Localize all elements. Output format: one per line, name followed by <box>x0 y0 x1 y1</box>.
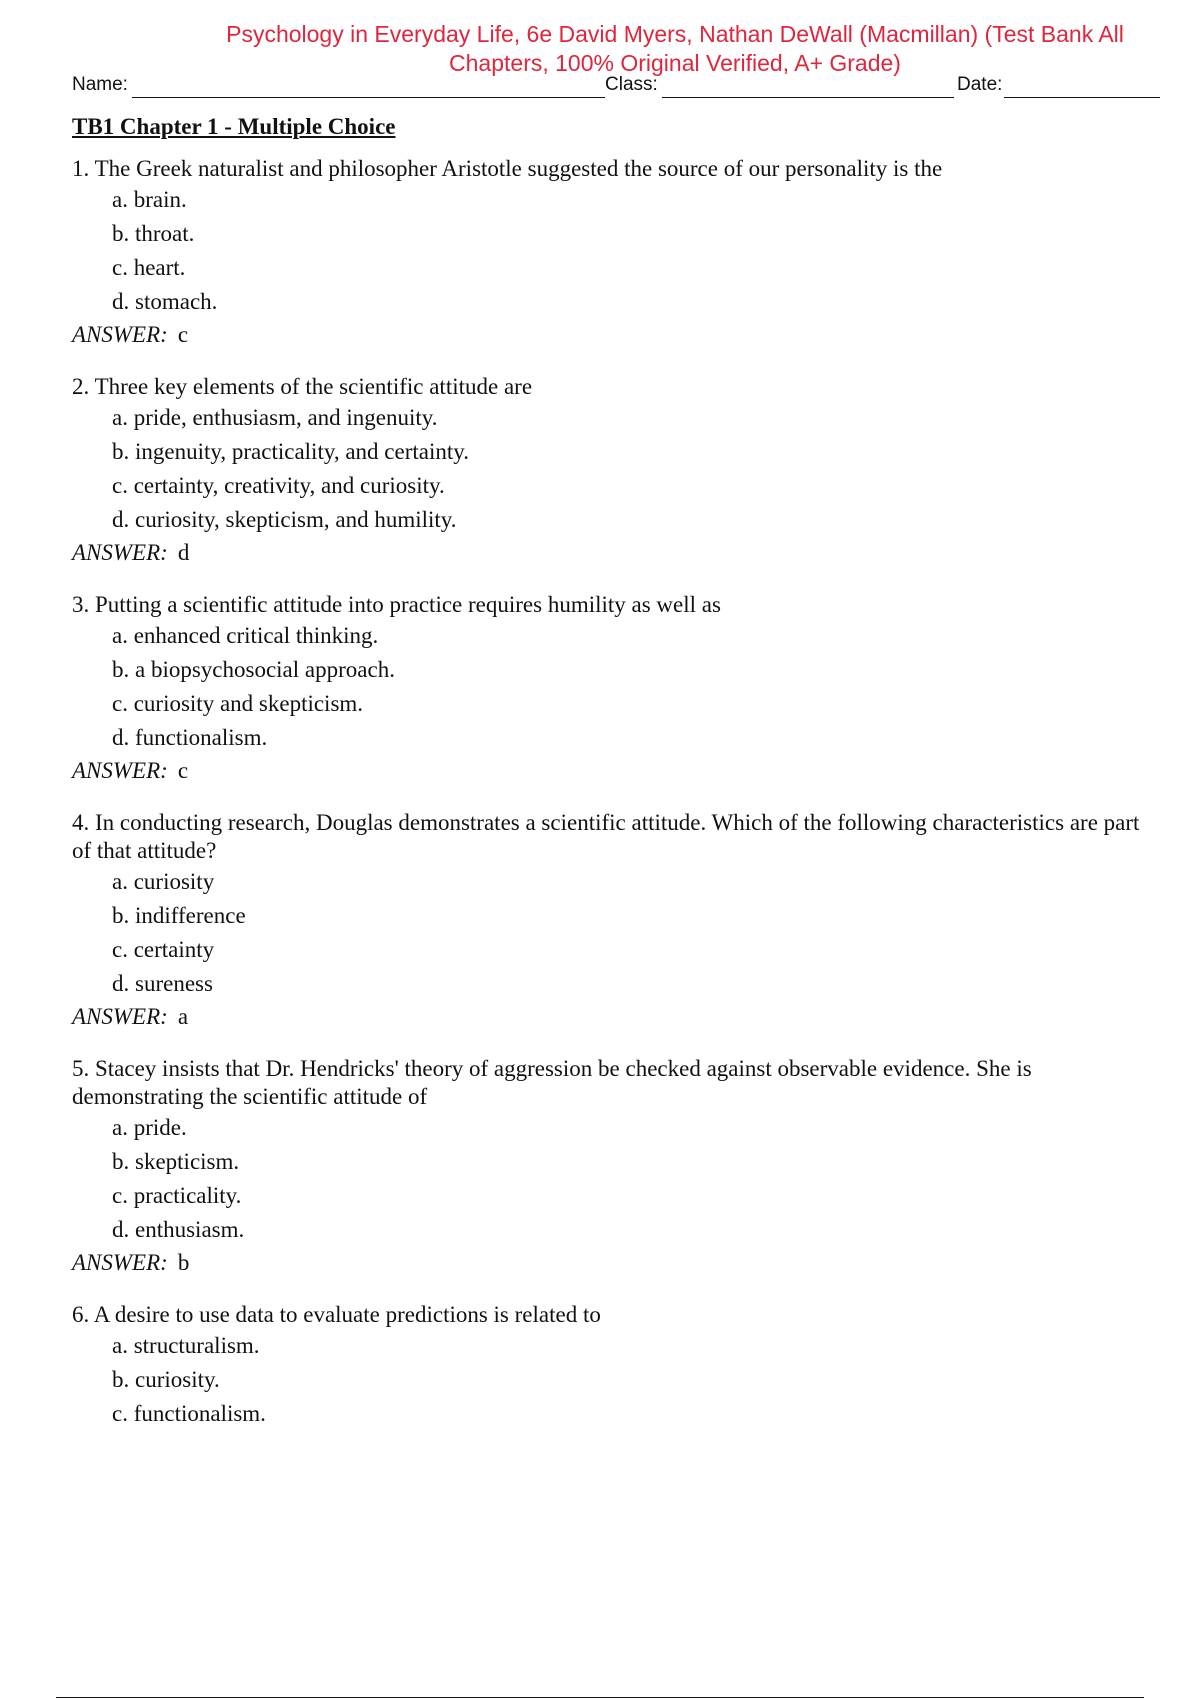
answer-option: d. curiosity, skepticism, and humility. <box>112 507 457 532</box>
answer-line <box>72 1001 1162 1033</box>
answer-option: a. pride, enthusiasm, and ingenuity. <box>112 405 438 430</box>
answer-option: d. sureness <box>112 971 213 996</box>
name-field-line <box>132 97 605 98</box>
answer-option: b. indifference <box>112 903 246 928</box>
answer-option: a. enhanced critical thinking. <box>112 623 379 648</box>
answer-value: a <box>177 1004 189 1029</box>
question-2 <box>72 373 1162 569</box>
answer-options <box>72 1111 1162 1247</box>
answer-option: b. ingenuity, practicality, and certainty. <box>112 439 470 464</box>
question-stem: 4. In conducting research, Douglas demonstrates a scientific attitude. Which of the following characteristics are part of that attitude? <box>72 810 1140 863</box>
answer-option: a. brain. <box>112 187 187 212</box>
question-stem: 1. The Greek naturalist and philosopher Aristotle suggested the source of our personality is the <box>72 156 943 181</box>
question-stem: 6. A desire to use data to evaluate predictions is related to <box>72 1302 601 1327</box>
answer-value: b <box>177 1250 190 1275</box>
answer-value: c <box>177 758 189 783</box>
answer-label: ANSWER: <box>72 758 168 783</box>
answer-label: ANSWER: <box>72 1250 168 1275</box>
question-stem: 3. Putting a scientific attitude into practice requires humility as well as <box>72 592 721 617</box>
answer-option: a. pride. <box>112 1115 187 1140</box>
document-title: Psychology in Everyday Life, 6e David Myers, Nathan DeWall (Macmillan) (Test Bank All Chapters, 100% Original Verified, A+ Grade) <box>226 21 1124 76</box>
question-5 <box>72 1055 1162 1279</box>
answer-line <box>72 537 1162 569</box>
question-stem: 2. Three key elements of the scientific attitude are <box>72 374 533 399</box>
answer-option: c. curiosity and skepticism. <box>112 691 364 716</box>
answer-option: d. functionalism. <box>112 725 268 750</box>
answer-label: ANSWER: <box>72 322 168 347</box>
answer-option: a. curiosity <box>112 869 215 894</box>
header-fields <box>72 70 1160 100</box>
class-field-line <box>662 97 954 98</box>
answer-option: b. skepticism. <box>112 1149 240 1174</box>
answer-option: c. heart. <box>112 255 186 280</box>
answer-option: d. stomach. <box>112 289 218 314</box>
answer-options <box>72 1329 1162 1431</box>
answer-options <box>72 865 1162 1001</box>
answer-option: c. certainty, creativity, and curiosity. <box>112 473 445 498</box>
date-label: Date: <box>957 74 1003 95</box>
question-3 <box>72 591 1162 787</box>
answer-option: b. curiosity. <box>112 1367 220 1392</box>
answer-label: ANSWER: <box>72 1004 168 1029</box>
section-heading: TB1 Chapter 1 - Multiple Choice <box>72 114 396 139</box>
name-label: Name: <box>72 74 128 95</box>
answer-option: b. a biopsychosocial approach. <box>112 657 395 682</box>
document-body <box>72 113 1162 1453</box>
answer-label: ANSWER: <box>72 540 168 565</box>
answer-option: c. certainty <box>112 937 215 962</box>
answer-line <box>72 1247 1162 1279</box>
date-field-line <box>1004 97 1160 98</box>
answer-options <box>72 619 1162 755</box>
answer-option: a. structuralism. <box>112 1333 260 1358</box>
answer-options <box>72 183 1162 319</box>
answer-line <box>72 755 1162 787</box>
answer-option: c. functionalism. <box>112 1401 266 1426</box>
question-list <box>72 155 1162 1431</box>
question-1 <box>72 155 1162 351</box>
footer-rule <box>56 1697 1144 1698</box>
class-label: Class: <box>605 74 658 95</box>
answer-value: d <box>177 540 190 565</box>
question-stem: 5. Stacey insists that Dr. Hendricks' theory of aggression be checked against observable evidence. She is demonstrating the scientific attitude of <box>72 1056 1032 1109</box>
answer-options <box>72 401 1162 537</box>
answer-value: c <box>177 322 189 347</box>
question-6 <box>72 1301 1162 1431</box>
answer-option: c. practicality. <box>112 1183 242 1208</box>
question-4 <box>72 809 1162 1033</box>
answer-option: b. throat. <box>112 221 195 246</box>
answer-line <box>72 319 1162 351</box>
answer-option: d. enthusiasm. <box>112 1217 245 1242</box>
